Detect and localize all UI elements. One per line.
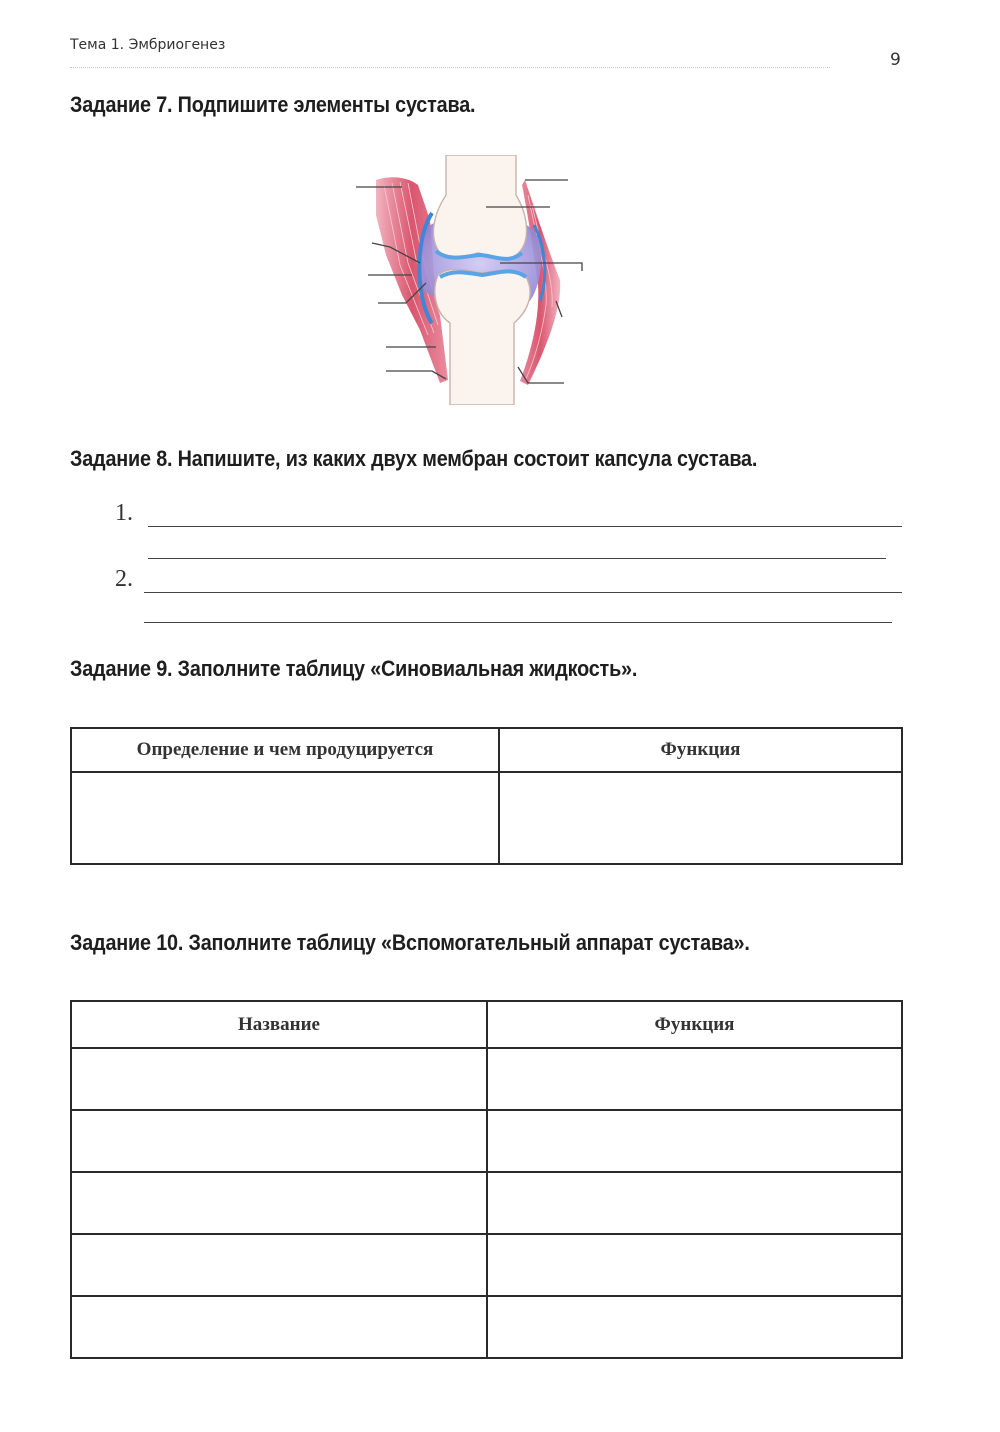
name-cell[interactable]	[71, 1234, 487, 1296]
table-row	[71, 772, 902, 864]
task9-heading: Задание 9. Заполните таблицу «Синовиальная жидкость».	[70, 656, 638, 681]
function-cell[interactable]	[487, 1048, 902, 1110]
task10-heading: Задание 10. Заполните таблицу «Вспомогательный аппарат сустава».	[70, 930, 750, 955]
function-cell[interactable]	[487, 1110, 902, 1172]
function-cell[interactable]	[487, 1296, 902, 1358]
auxiliary-apparatus-table	[70, 1000, 903, 1359]
column-header-name: Название	[71, 1001, 487, 1048]
table-row	[71, 1296, 902, 1358]
definition-cell[interactable]	[71, 772, 499, 864]
name-cell[interactable]	[71, 1110, 487, 1172]
column-header-function: Функция	[499, 728, 902, 772]
table-header-row	[71, 1001, 902, 1048]
task8-heading: Задание 8. Напишите, из каких двух мембран состоит капсула сустава.	[70, 446, 758, 471]
table-row	[71, 1234, 902, 1296]
joint-diagram	[350, 155, 590, 405]
name-cell[interactable]	[71, 1296, 487, 1358]
function-cell[interactable]	[487, 1172, 902, 1234]
task7-heading: Задание 7. Подпишите элементы сустава.	[70, 92, 476, 117]
lower-bone	[435, 269, 530, 405]
answer-line-1b[interactable]	[148, 558, 886, 559]
table-header-row	[71, 728, 902, 772]
function-cell[interactable]	[499, 772, 902, 864]
column-header-function: Функция	[487, 1001, 902, 1048]
synovial-fluid-table	[70, 727, 903, 865]
answer-line-2b[interactable]	[144, 622, 892, 623]
answer-item-1-number: 1.	[115, 500, 133, 526]
answer-item-2-number: 2.	[115, 566, 133, 592]
running-title: Тема 1. Эмбриогенез	[70, 37, 226, 53]
page-number: 9	[890, 50, 901, 70]
function-cell[interactable]	[487, 1234, 902, 1296]
table-row	[71, 1172, 902, 1234]
table-row	[71, 1110, 902, 1172]
table-row	[71, 1048, 902, 1110]
name-cell[interactable]	[71, 1172, 487, 1234]
answer-line-2a[interactable]	[144, 592, 902, 593]
column-header-definition: Определение и чем продуцируется	[71, 728, 499, 772]
header-divider	[70, 67, 830, 68]
name-cell[interactable]	[71, 1048, 487, 1110]
answer-line-1a[interactable]	[148, 526, 902, 527]
